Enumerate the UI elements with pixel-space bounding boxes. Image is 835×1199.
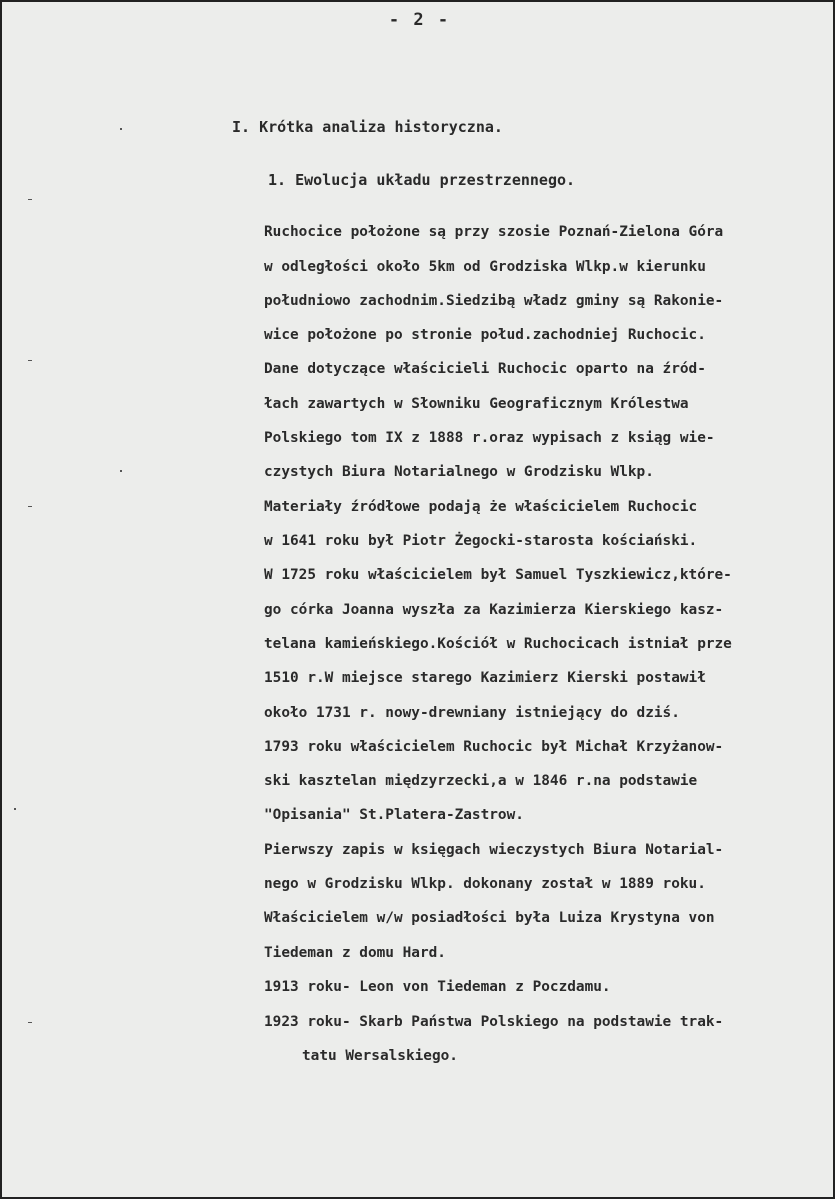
text-line: 1923 roku- Skarb Państwa Polskiego na podstawie trak- [264,1014,724,1030]
margin-mark [120,470,122,472]
text-line: w 1641 roku był Piotr Żegocki-starosta kościański. [264,533,698,549]
text-line: południowo zachodnim.Siedzibą władz gminy są Rakonie- [264,293,724,309]
text-line: Materiały źródłowe podają że właścicielem Ruchocic [264,499,698,515]
text-line: "Opisania" St.Platera-Zastrow. [264,807,524,823]
margin-mark [28,1022,32,1023]
text-line: Właścicielem w/w posiadłości była Luiza Krystyna von [264,910,715,926]
text-line: Tiedeman z domu Hard. [264,945,446,961]
text-line: ski kasztelan międzyrzecki,a w 1846 r.na podstawie [264,773,698,789]
margin-mark [28,360,32,361]
text-line: 1510 r.W miejsce starego Kazimierz Kierski postawił [264,670,706,686]
text-line: czystych Biura Notarialnego w Grodzisku Wlkp. [264,464,654,480]
text-line: około 1731 r. nowy-drewniany istniejący do dziś. [264,705,680,721]
text-line: Dane dotyczące właścicieli Ruchocic oparto na źród- [264,361,706,377]
text-line: tatu Wersalskiego. [302,1048,458,1064]
text-line: w odległości około 5km od Grodziska Wlkp.w kierunku [264,259,706,275]
page-number: - 2 - [388,10,451,30]
margin-mark [120,128,122,130]
text-line: łach zawartych w Słowniku Geograficznym Królestwa [264,396,689,412]
margin-mark [14,808,16,810]
text-line: nego w Grodzisku Wlkp. dokonany został w 1889 roku. [264,876,706,892]
section-heading: I. Krótka analiza historyczna. [232,118,503,136]
subsection-heading: 1. Ewolucja układu przestrzennego. [268,171,576,189]
text-line: go córka Joanna wyszła za Kazimierza Kierskiego kasz- [264,602,724,618]
text-line: telana kamieńskiego.Kościół w Ruchocicach istniał prze [264,636,732,652]
text-line: Pierwszy zapis w księgach wieczystych Biura Notarial- [264,842,724,858]
text-line: 1913 roku- Leon von Tiedeman z Poczdamu. [264,979,611,995]
text-line: Ruchocice położone są przy szosie Poznań-Zielona Góra [264,224,724,240]
margin-mark [28,506,32,507]
text-line: 1793 roku właścicielem Ruchocic był Michał Krzyżanow- [264,739,724,755]
text-line: W 1725 roku właścicielem był Samuel Tyszkiewicz,które- [264,567,732,583]
margin-mark [28,199,32,200]
text-line: wice położone po stronie połud.zachodniej Ruchocic. [264,327,706,343]
text-line: Polskiego tom IX z 1888 r.oraz wypisach z ksiąg wie- [264,430,715,446]
